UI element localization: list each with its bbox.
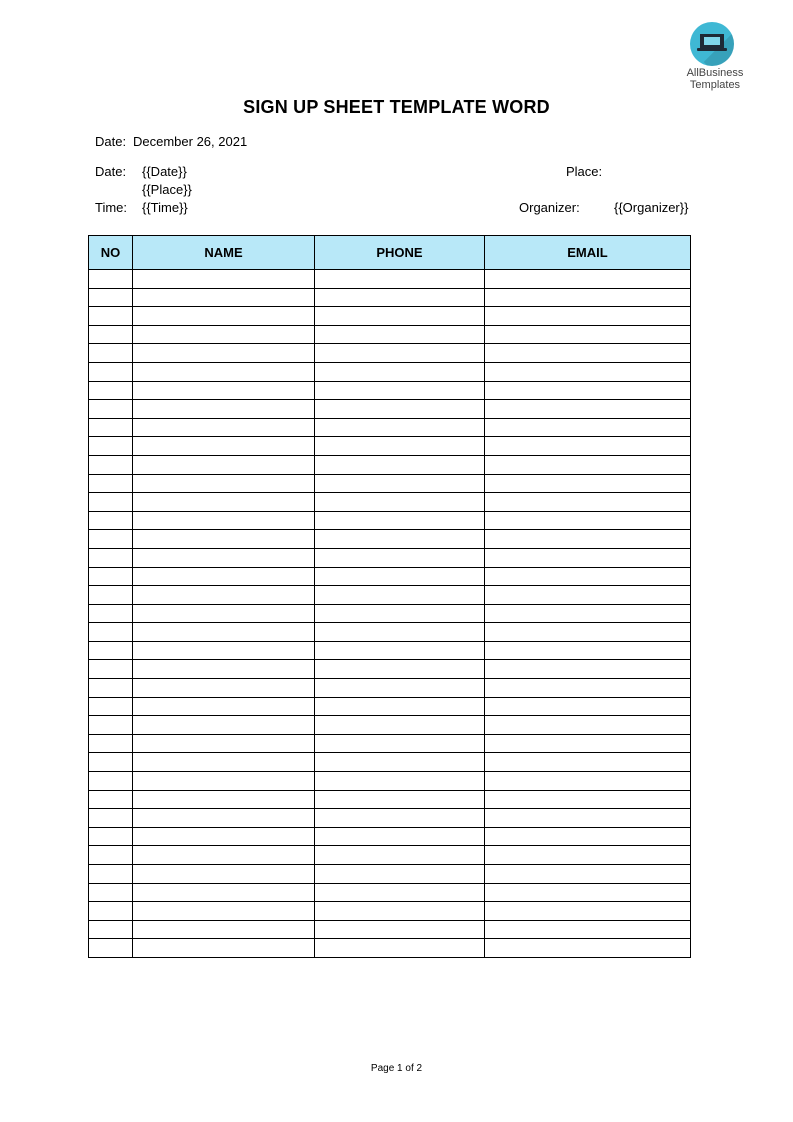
cell-name[interactable]	[133, 939, 315, 958]
cell-name[interactable]	[133, 883, 315, 902]
cell-name[interactable]	[133, 400, 315, 419]
cell-name[interactable]	[133, 902, 315, 921]
cell-email[interactable]	[485, 400, 691, 419]
document-title: SIGN UP SHEET TEMPLATE WORD	[243, 97, 550, 117]
cell-no[interactable]	[89, 883, 133, 902]
cell-name[interactable]	[133, 548, 315, 567]
cell-phone[interactable]	[315, 846, 485, 865]
cell-no[interactable]	[89, 437, 133, 456]
cell-name[interactable]	[133, 474, 315, 493]
cell-email[interactable]	[485, 753, 691, 772]
signup-table	[88, 235, 691, 958]
cell-no[interactable]	[89, 846, 133, 865]
cell-name[interactable]	[133, 772, 315, 791]
logo-line-1: AllBusiness	[686, 67, 744, 79]
cell-name[interactable]	[133, 716, 315, 735]
cell-email[interactable]	[485, 865, 691, 884]
table-row	[89, 511, 691, 530]
header-email: EMAIL	[485, 236, 691, 270]
cell-phone[interactable]	[315, 623, 485, 642]
table-row	[89, 902, 691, 921]
cell-no[interactable]	[89, 772, 133, 791]
table-row	[89, 790, 691, 809]
table-row	[89, 827, 691, 846]
cell-name[interactable]	[133, 697, 315, 716]
table-row	[89, 567, 691, 586]
laptop-icon	[700, 34, 724, 48]
cell-email[interactable]	[485, 716, 691, 735]
cell-no[interactable]	[89, 288, 133, 307]
cell-no[interactable]	[89, 660, 133, 679]
table-row	[89, 362, 691, 381]
cell-phone[interactable]	[315, 697, 485, 716]
header-no: NO	[89, 236, 133, 270]
table-row	[89, 325, 691, 344]
table-body	[89, 270, 691, 958]
cell-email[interactable]	[485, 530, 691, 549]
cell-name[interactable]	[133, 437, 315, 456]
cell-email[interactable]	[485, 846, 691, 865]
table-row	[89, 716, 691, 735]
table-row	[89, 437, 691, 456]
table-row	[89, 604, 691, 623]
cell-no[interactable]	[89, 307, 133, 326]
cell-no[interactable]	[89, 716, 133, 735]
cell-email[interactable]	[485, 418, 691, 437]
cell-no[interactable]	[89, 790, 133, 809]
cell-no[interactable]	[89, 362, 133, 381]
cell-no[interactable]	[89, 530, 133, 549]
cell-phone[interactable]	[315, 493, 485, 512]
cell-email[interactable]	[485, 307, 691, 326]
table-row	[89, 270, 691, 289]
cell-email[interactable]	[485, 827, 691, 846]
cell-no[interactable]	[89, 604, 133, 623]
cell-no[interactable]	[89, 493, 133, 512]
table-row	[89, 734, 691, 753]
cell-email[interactable]	[485, 809, 691, 828]
cell-name[interactable]	[133, 623, 315, 642]
cell-name[interactable]	[133, 530, 315, 549]
time-label: Time:	[95, 200, 128, 215]
event-date-label: Date:	[95, 164, 127, 179]
event-date-value: {{Date}}	[142, 164, 187, 179]
cell-name[interactable]	[133, 920, 315, 939]
cell-no[interactable]	[89, 809, 133, 828]
cell-phone[interactable]	[315, 400, 485, 419]
cell-name[interactable]	[133, 641, 315, 660]
cell-phone[interactable]	[315, 883, 485, 902]
place-value: {{Place}}	[142, 182, 192, 197]
cell-name[interactable]	[133, 790, 315, 809]
cell-no[interactable]	[89, 381, 133, 400]
table-row	[89, 586, 691, 605]
organizer-value: {{Organizer}}	[614, 200, 689, 215]
table-row	[89, 623, 691, 642]
cell-email[interactable]	[485, 362, 691, 381]
cell-email[interactable]	[485, 288, 691, 307]
header-phone: PHONE	[315, 236, 485, 270]
cell-no[interactable]	[89, 270, 133, 289]
time-value: {{Time}}	[142, 200, 188, 215]
table-header-row	[89, 236, 691, 270]
cell-phone[interactable]	[315, 307, 485, 326]
cell-name[interactable]	[133, 288, 315, 307]
company-logo	[680, 22, 750, 94]
cell-phone[interactable]	[315, 809, 485, 828]
table-row	[89, 846, 691, 865]
organizer-label: Organizer:	[519, 200, 580, 215]
cell-name[interactable]	[133, 846, 315, 865]
cell-name[interactable]	[133, 660, 315, 679]
cell-name[interactable]	[133, 362, 315, 381]
cell-name[interactable]	[133, 586, 315, 605]
table-row	[89, 381, 691, 400]
table-row	[89, 865, 691, 884]
cell-no[interactable]	[89, 418, 133, 437]
cell-phone[interactable]	[315, 604, 485, 623]
cell-phone[interactable]	[315, 511, 485, 530]
cell-phone[interactable]	[315, 902, 485, 921]
cell-no[interactable]	[89, 474, 133, 493]
place-label: Place:	[566, 164, 603, 179]
table-row	[89, 883, 691, 902]
cell-phone[interactable]	[315, 753, 485, 772]
cell-email[interactable]	[485, 493, 691, 512]
cell-email[interactable]	[485, 604, 691, 623]
table-row	[89, 697, 691, 716]
cell-no[interactable]	[89, 865, 133, 884]
cell-email[interactable]	[485, 939, 691, 958]
cell-no[interactable]	[89, 400, 133, 419]
cell-phone[interactable]	[315, 734, 485, 753]
table-row	[89, 772, 691, 791]
cell-name[interactable]	[133, 734, 315, 753]
cell-email[interactable]	[485, 474, 691, 493]
cell-name[interactable]	[133, 753, 315, 772]
cell-phone[interactable]	[315, 437, 485, 456]
cell-no[interactable]	[89, 902, 133, 921]
cell-phone[interactable]	[315, 772, 485, 791]
cell-no[interactable]	[89, 827, 133, 846]
cell-email[interactable]	[485, 679, 691, 698]
table-row	[89, 753, 691, 772]
cell-no[interactable]	[89, 939, 133, 958]
cell-phone[interactable]	[315, 865, 485, 884]
cell-name[interactable]	[133, 325, 315, 344]
cell-phone[interactable]	[315, 362, 485, 381]
table-row	[89, 493, 691, 512]
doc-date-value: December 26, 2021	[133, 134, 248, 149]
cell-email[interactable]	[485, 902, 691, 921]
page-number: Page 1 of 2	[370, 1063, 423, 1074]
cell-no[interactable]	[89, 641, 133, 660]
cell-no[interactable]	[89, 511, 133, 530]
logo-wordmark	[680, 67, 750, 91]
cell-phone[interactable]	[315, 827, 485, 846]
cell-name[interactable]	[133, 809, 315, 828]
cell-name[interactable]	[133, 344, 315, 363]
cell-phone[interactable]	[315, 530, 485, 549]
cell-email[interactable]	[485, 586, 691, 605]
table-row	[89, 418, 691, 437]
cell-email[interactable]	[485, 437, 691, 456]
table-row	[89, 344, 691, 363]
cell-phone[interactable]	[315, 455, 485, 474]
cell-email[interactable]	[485, 344, 691, 363]
logo-badge	[690, 22, 734, 66]
cell-name[interactable]	[133, 511, 315, 530]
cell-email[interactable]	[485, 567, 691, 586]
cell-name[interactable]	[133, 827, 315, 846]
header-name: NAME	[133, 236, 315, 270]
table-row	[89, 307, 691, 326]
cell-no[interactable]	[89, 734, 133, 753]
table-row	[89, 530, 691, 549]
table-row	[89, 455, 691, 474]
cell-phone[interactable]	[315, 270, 485, 289]
cell-phone[interactable]	[315, 548, 485, 567]
cell-no[interactable]	[89, 586, 133, 605]
cell-email[interactable]	[485, 511, 691, 530]
cell-phone[interactable]	[315, 641, 485, 660]
table-row	[89, 288, 691, 307]
cell-name[interactable]	[133, 270, 315, 289]
cell-no[interactable]	[89, 697, 133, 716]
table-row	[89, 400, 691, 419]
cell-phone[interactable]	[315, 586, 485, 605]
cell-no[interactable]	[89, 623, 133, 642]
cell-phone[interactable]	[315, 344, 485, 363]
cell-email[interactable]	[485, 697, 691, 716]
cell-no[interactable]	[89, 567, 133, 586]
cell-name[interactable]	[133, 307, 315, 326]
table-row	[89, 809, 691, 828]
cell-name[interactable]	[133, 493, 315, 512]
cell-email[interactable]	[485, 548, 691, 567]
cell-email[interactable]	[485, 381, 691, 400]
cell-name[interactable]	[133, 865, 315, 884]
cell-no[interactable]	[89, 325, 133, 344]
table-row	[89, 920, 691, 939]
cell-name[interactable]	[133, 679, 315, 698]
cell-email[interactable]	[485, 270, 691, 289]
cell-no[interactable]	[89, 753, 133, 772]
doc-date-label: Date:	[95, 134, 127, 149]
cell-phone[interactable]	[315, 939, 485, 958]
cell-name[interactable]	[133, 567, 315, 586]
cell-email[interactable]	[485, 883, 691, 902]
cell-phone[interactable]	[315, 660, 485, 679]
cell-email[interactable]	[485, 623, 691, 642]
cell-phone[interactable]	[315, 381, 485, 400]
cell-email[interactable]	[485, 790, 691, 809]
cell-name[interactable]	[133, 418, 315, 437]
cell-phone[interactable]	[315, 474, 485, 493]
logo-line-2: Templates	[689, 79, 741, 91]
cell-email[interactable]	[485, 734, 691, 753]
cell-email[interactable]	[485, 325, 691, 344]
cell-email[interactable]	[485, 772, 691, 791]
table-row	[89, 548, 691, 567]
cell-phone[interactable]	[315, 790, 485, 809]
cell-email[interactable]	[485, 920, 691, 939]
cell-no[interactable]	[89, 455, 133, 474]
cell-name[interactable]	[133, 381, 315, 400]
cell-no[interactable]	[89, 920, 133, 939]
cell-phone[interactable]	[315, 567, 485, 586]
cell-phone[interactable]	[315, 679, 485, 698]
cell-phone[interactable]	[315, 920, 485, 939]
table-row	[89, 939, 691, 958]
cell-phone[interactable]	[315, 288, 485, 307]
cell-no[interactable]	[89, 344, 133, 363]
cell-phone[interactable]	[315, 716, 485, 735]
cell-no[interactable]	[89, 679, 133, 698]
cell-email[interactable]	[485, 641, 691, 660]
cell-email[interactable]	[485, 455, 691, 474]
table-row	[89, 474, 691, 493]
cell-no[interactable]	[89, 548, 133, 567]
table-row	[89, 660, 691, 679]
cell-phone[interactable]	[315, 418, 485, 437]
table-row	[89, 641, 691, 660]
cell-name[interactable]	[133, 604, 315, 623]
table-row	[89, 679, 691, 698]
cell-email[interactable]	[485, 660, 691, 679]
cell-name[interactable]	[133, 455, 315, 474]
cell-phone[interactable]	[315, 325, 485, 344]
